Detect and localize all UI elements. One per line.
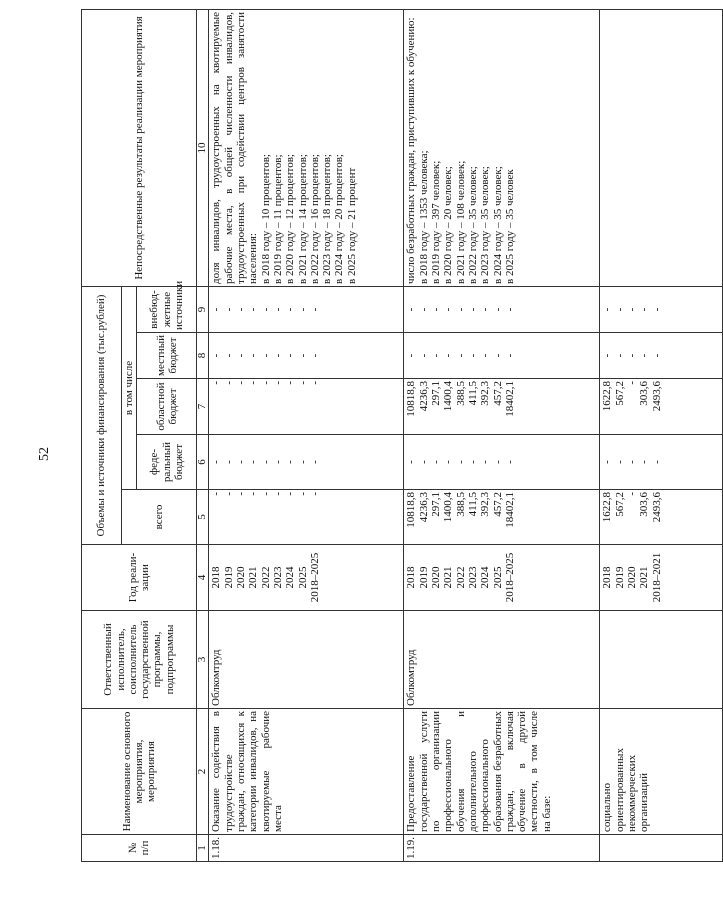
cell-value: - [405, 307, 418, 312]
column-number: 8 [197, 333, 209, 379]
federal-amounts [600, 435, 723, 490]
extrabudgetary-amounts [404, 286, 600, 332]
cell-value: 2024 [479, 566, 492, 589]
header-local-budget: местный бюджет [137, 333, 197, 379]
cell-value: 1400,4 [442, 492, 455, 523]
cell-value: - [429, 353, 442, 358]
local-amounts [600, 333, 723, 379]
regional-amounts [404, 379, 600, 435]
cell-value: 392,3 [479, 492, 492, 517]
cell-value: 2018–2025 [308, 552, 321, 603]
column-number: 2 [197, 709, 209, 835]
cell-value: - [296, 307, 309, 312]
cell-value: - [405, 460, 418, 464]
cell-value: - [405, 353, 418, 358]
row-number: 1.18. [209, 835, 404, 862]
cell-value: 4236,3 [417, 381, 430, 412]
cell-value: - [259, 492, 272, 496]
cell-value: 1622,8 [601, 492, 614, 523]
cell-value: - [296, 353, 309, 358]
column-number: 7 [197, 379, 209, 435]
table-row [600, 9, 723, 861]
cell-value: - [296, 492, 309, 496]
table-body [209, 9, 723, 861]
cell-value: 297,1 [429, 492, 442, 517]
cell-value: - [417, 307, 430, 312]
cell-value: - [308, 460, 321, 464]
cell-value: - [625, 381, 638, 385]
cell-value: - [259, 353, 272, 358]
header-year: Год реали- зации [82, 545, 197, 611]
cell-value: 2025 [491, 566, 504, 589]
cell-value: - [234, 492, 247, 496]
cell-value: - [650, 460, 663, 464]
total-amounts [600, 490, 723, 545]
federal-amounts [209, 435, 404, 490]
cell-value: - [454, 307, 467, 312]
executor: Облкомтруд [209, 611, 404, 709]
cell-value: 392,3 [479, 381, 492, 406]
cell-value: - [210, 307, 223, 312]
measure-name: Предоставление государственной услуги по организации профессионального обучения и дополнительного профессионального образования безработных граждан, включая обучение в другой местности, в том числе на базе: [404, 709, 600, 835]
cell-value: - [308, 353, 321, 358]
regional-amounts [209, 379, 404, 435]
cell-value: - [479, 460, 492, 464]
year-list [209, 545, 404, 611]
cell-value: - [442, 353, 455, 358]
cell-value: - [466, 353, 479, 358]
header-extrabudgetary: внебюд- жетные источники [137, 286, 197, 332]
cell-value: - [284, 460, 297, 464]
executor [600, 611, 723, 709]
measure-name: Оказание содействия в трудоустройстве граждан, относящихся к категории инвалидов, на квотируемые рабочие места [209, 709, 404, 835]
expected-results [600, 9, 723, 286]
cell-value: - [466, 307, 479, 312]
cell-value: - [442, 460, 455, 464]
cell-value: - [210, 460, 223, 464]
cell-value: - [503, 460, 516, 464]
cell-value: 303,6 [638, 381, 651, 406]
column-number: 1 [197, 835, 209, 862]
cell-value: 2021 [247, 566, 260, 589]
cell-value: 2018 [210, 566, 223, 589]
cell-value: 1622,8 [601, 381, 614, 412]
cell-value: - [601, 353, 614, 358]
cell-value: - [234, 353, 247, 358]
cell-value: - [234, 460, 247, 464]
cell-value: - [454, 460, 467, 464]
cell-value: - [613, 460, 626, 464]
cell-value: - [625, 492, 638, 496]
cell-value: 2493,6 [650, 381, 663, 412]
cell-value: - [222, 381, 235, 385]
cell-value: - [296, 381, 309, 385]
cell-value: - [271, 381, 284, 385]
total-amounts [404, 490, 600, 545]
column-number: 5 [197, 490, 209, 545]
cell-value: 10818,8 [405, 381, 418, 417]
page-number: 52 [37, 447, 52, 461]
header-number: № п/п [82, 835, 197, 862]
cell-value: 2020 [234, 566, 247, 589]
cell-value: - [296, 460, 309, 464]
cell-value: 2020 [429, 566, 442, 589]
program-measures-table [81, 9, 723, 862]
cell-value: - [650, 353, 663, 358]
header-federal-budget: феде- ральный бюджет [137, 435, 197, 490]
header-measure-name: Наименование основного мероприятия, мероприятия [82, 709, 197, 835]
cell-value: - [271, 307, 284, 312]
cell-value: 2019 [613, 566, 626, 589]
cell-value: - [271, 353, 284, 358]
cell-value: 297,1 [429, 381, 442, 406]
cell-value: - [284, 492, 297, 496]
cell-value: - [638, 353, 651, 358]
federal-amounts [404, 435, 600, 490]
header-executor: Ответственный исполнитель, соисполнитель государственной программы, подпрограммы [82, 611, 197, 709]
rotated-table-page [81, 10, 663, 862]
cell-value: - [247, 492, 260, 496]
cell-value: - [429, 307, 442, 312]
cell-value: 2018 [405, 566, 418, 589]
cell-value: - [625, 353, 638, 358]
expected-results: число безработных граждан, приступивших к обучению: в 2018 году – 1353 человека; в 2019 году – 397 человек; в 2020 году – 20 человек; в 2021 году – 108 человек; в 2022 году – 35 человек; в 2023 году – 35 человек; в 2024 году – 35 человек; в 2025 году – 35 человек [404, 9, 600, 286]
cell-value: - [259, 460, 272, 464]
cell-value: 2018–2021 [650, 552, 663, 603]
cell-value: - [234, 381, 247, 385]
regional-amounts [600, 379, 723, 435]
local-amounts [209, 333, 404, 379]
cell-value: - [503, 353, 516, 358]
total-amounts [209, 490, 404, 545]
cell-value: - [284, 307, 297, 312]
cell-value: - [284, 353, 297, 358]
local-amounts [404, 333, 600, 379]
cell-value: 2023 [466, 566, 479, 589]
cell-value: - [613, 307, 626, 312]
cell-value: 2022 [259, 566, 272, 589]
cell-value: - [491, 353, 504, 358]
cell-value: - [247, 353, 260, 358]
cell-value: 2020 [625, 566, 638, 589]
table-row [209, 9, 404, 861]
cell-value: 4236,3 [417, 492, 430, 523]
cell-value: 411,5 [466, 381, 479, 406]
cell-value: 567,2 [613, 492, 626, 517]
cell-value: - [259, 381, 272, 385]
cell-value: 567,2 [613, 381, 626, 406]
expected-results: доля инвалидов, трудоустроенных на квотируемые рабочие места, в общей численности инвалидов, трудоустроенных при содействии центров занятости населения: в 2018 году – 10 процентов; в 2019 году – 11 процентов; в 2020 году – 12 процентов; в 2021 году – 14 процентов; в 2022 году – 16 процентов; в 2023 году – 18 процентов; в 2024 году – 20 процентов; в 2025 году – 21 процент [209, 9, 404, 286]
cell-value: - [222, 460, 235, 464]
cell-value: - [308, 492, 321, 496]
column-number: 3 [197, 611, 209, 709]
cell-value: - [247, 307, 260, 312]
cell-value: - [210, 492, 223, 496]
cell-value: 2021 [638, 566, 651, 589]
cell-value: 2493,6 [650, 492, 663, 523]
cell-value: 2021 [442, 566, 455, 589]
extrabudgetary-amounts [209, 286, 404, 332]
cell-value: - [247, 381, 260, 385]
header-total: всего [122, 490, 197, 545]
cell-value: - [308, 381, 321, 385]
cell-value: - [308, 307, 321, 312]
cell-value: - [503, 307, 516, 312]
table-row [404, 9, 600, 861]
cell-value: 2019 [417, 566, 430, 589]
cell-value: - [638, 460, 651, 464]
cell-value: - [222, 353, 235, 358]
cell-value: 18402,1 [503, 492, 516, 528]
cell-value: 1400,4 [442, 381, 455, 412]
cell-value: - [417, 353, 430, 358]
cell-value: - [613, 353, 626, 358]
cell-value: - [479, 307, 492, 312]
measure-name: социально ориентированных некоммерческих организаций [600, 709, 723, 835]
cell-value: - [210, 353, 223, 358]
cell-value: 411,5 [466, 492, 479, 517]
cell-value: - [234, 307, 247, 312]
cell-value: - [625, 460, 638, 464]
cell-value: 2022 [454, 566, 467, 589]
cell-value: - [210, 381, 223, 385]
cell-value: - [601, 460, 614, 464]
executor: Облкомтруд [404, 611, 600, 709]
cell-value: 18402,1 [503, 381, 516, 417]
cell-value: 2018 [601, 566, 614, 589]
cell-value: - [284, 381, 297, 385]
cell-value: - [650, 307, 663, 312]
cell-value: - [259, 307, 272, 312]
cell-value: - [417, 460, 430, 464]
column-number: 9 [197, 286, 209, 332]
year-list [404, 545, 600, 611]
cell-value: - [247, 460, 260, 464]
cell-value: - [479, 353, 492, 358]
cell-value: - [625, 307, 638, 312]
cell-value: 2025 [296, 566, 309, 589]
cell-value: 10818,8 [405, 492, 418, 528]
year-list [600, 545, 723, 611]
cell-value: 457,2 [491, 381, 504, 406]
cell-value: - [222, 307, 235, 312]
cell-value: - [454, 353, 467, 358]
cell-value: 388,5 [454, 381, 467, 406]
cell-value: - [442, 307, 455, 312]
cell-value: - [271, 460, 284, 464]
header-financing: Объемы и источники финансирования (тыс.рублей) [82, 286, 122, 544]
cell-value: 2018–2025 [503, 552, 516, 603]
cell-value: 457,2 [491, 492, 504, 517]
row-number [600, 835, 723, 862]
cell-value: - [601, 307, 614, 312]
column-number: 10 [197, 9, 209, 286]
cell-value: - [638, 307, 651, 312]
cell-value: 2023 [271, 566, 284, 589]
column-number: 4 [197, 545, 209, 611]
row-number: 1.19. [404, 835, 600, 862]
cell-value: - [466, 460, 479, 464]
cell-value: - [491, 307, 504, 312]
header-regional-budget: областной бюджет [137, 379, 197, 435]
cell-value: 303,6 [638, 492, 651, 517]
column-number: 6 [197, 435, 209, 490]
cell-value: - [222, 492, 235, 496]
cell-value: 388,5 [454, 492, 467, 517]
extrabudgetary-amounts [600, 286, 723, 332]
cell-value: - [429, 460, 442, 464]
header-including: в том числе [122, 286, 137, 489]
cell-value: 2019 [222, 566, 235, 589]
header-results: Непосредственные результаты реализации мероприятия [82, 9, 197, 286]
cell-value: - [271, 492, 284, 496]
cell-value: 2024 [284, 566, 297, 589]
cell-value: - [491, 460, 504, 464]
